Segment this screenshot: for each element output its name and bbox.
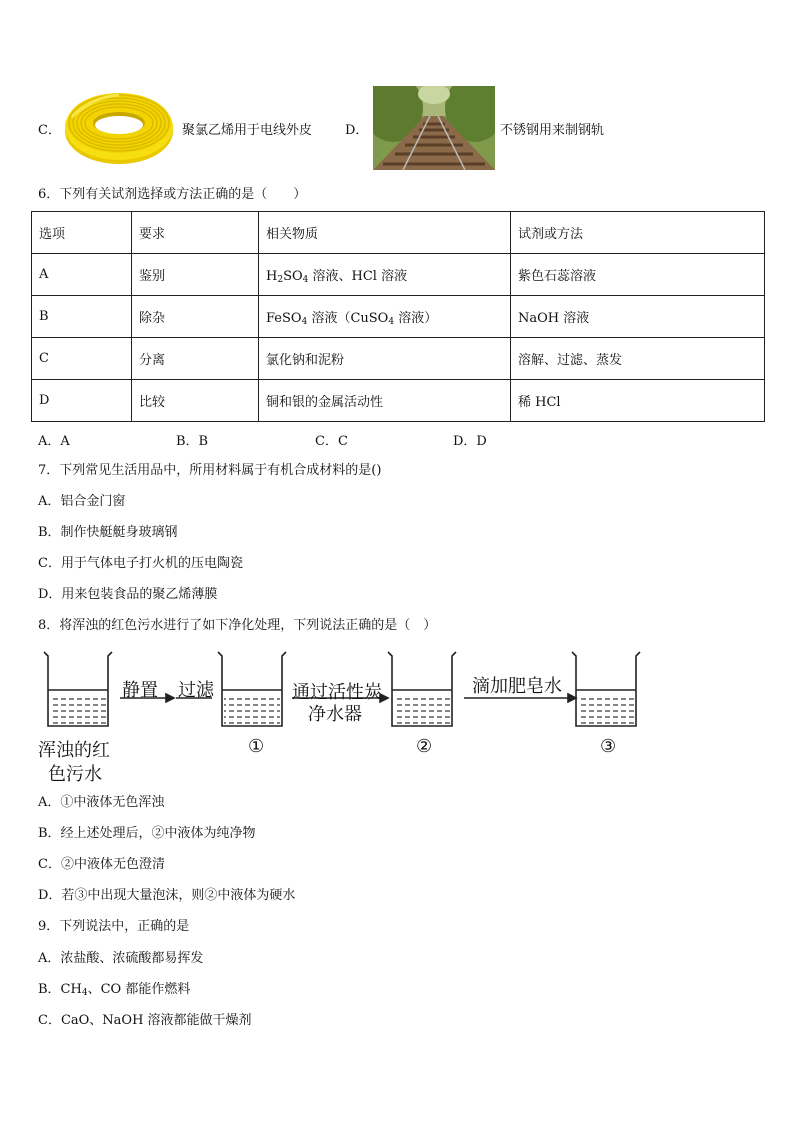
q6-answer-b: B．B [176,434,209,449]
q6-answer-d: D．D [453,434,487,449]
q6-answer-c: C．C [315,434,348,449]
q7-option-b: B．制作快艇艇身玻璃钢 [38,525,178,540]
q7-option-c: C．用于气体电子打火机的压电陶瓷 [38,556,243,571]
q9-stem: 9．下列说法中，正确的是 [38,919,190,934]
option-cell: B [32,296,132,338]
label-settle: 静置 [122,680,158,701]
q8-stem: 8．将浑浊的红色污水进行了如下净化处理，下列说法正确的是（ ） [38,618,437,633]
q7-option-d: D．用来包装食品的聚乙烯薄膜 [38,587,218,602]
label-soap-water: 滴加肥皂水 [472,676,562,697]
beaker-2-number: ② [416,736,433,757]
q9-option-c: C．CaO、NaOH 溶液都能做干燥剂 [38,1013,252,1028]
requirement-cell: 鉴别 [132,254,259,296]
table-header-row [32,212,765,254]
substance-cell: FeSO$_4$ 溶液（CuSO$_4$ 溶液） [259,296,511,338]
substance-cell: $H_2SO_4$ 溶液、HCl 溶液 [259,254,511,296]
q5-option-c-letter: C． [38,123,61,138]
requirement-cell: 分离 [132,338,259,380]
table-row [32,380,765,422]
q8-option-a: A．①中液体无色浑浊 [38,795,165,810]
table-row [32,254,765,296]
q7-option-a: A．铝合金门窗 [38,494,126,509]
q5-option-d-text: 不锈钢用来制钢轨 [500,123,605,138]
q9-option-b: B．$CH_4$、CO 都能作燃料 [38,982,191,998]
table-row [32,338,765,380]
q6-answer-a: A．A [38,434,70,449]
railway-track-image [373,86,495,170]
q5-option-c-text: 聚氯乙烯用于电线外皮 [182,123,313,138]
header-cell: 要求 [132,212,259,254]
q7-stem: 7．下列常见生活用品中，所用材料属于有机合成材料的是() [38,463,382,478]
beaker-1-number: ① [248,736,265,757]
label-filter: 过滤 [178,680,214,701]
option-cell: C [32,338,132,380]
electric-wire-coil-image [62,87,177,169]
reagent-cell: NaOH 溶液 [511,296,765,338]
substance-cell: 铜和银的金属活动性 [259,380,511,422]
header-cell: 相关物质 [259,212,511,254]
requirement-cell: 比较 [132,380,259,422]
label-activated-carbon: 通过活性炭 [292,682,382,703]
substance-cell: 氯化钠和泥粉 [259,338,511,380]
label-water-purifier: 净水器 [308,704,362,725]
q8-option-d: D．若③中出现大量泡沫，则②中液体为硬水 [38,888,296,903]
beaker-3-number: ③ [600,736,617,757]
reagent-cell: 溶解、过滤、蒸发 [511,338,765,380]
table-row [32,296,765,338]
q8-option-b: B．经上述处理后，②中液体为纯净物 [38,826,256,841]
reagent-cell: 紫色石蕊溶液 [511,254,765,296]
label-source-line1: 浑浊的红 [38,740,110,761]
q5-option-d-letter: D． [345,123,369,138]
option-cell: A [32,254,132,296]
q6-table [31,211,765,422]
q6-stem: 6．下列有关试剂选择或方法正确的是（ ） [38,187,307,202]
option-cell: D [32,380,132,422]
header-cell: 选项 [32,212,132,254]
reagent-cell: 稀 HCl [511,380,765,422]
requirement-cell: 除杂 [132,296,259,338]
header-cell: 试剂或方法 [511,212,765,254]
label-source-line2: 色污水 [48,764,102,785]
q8-option-c: C．②中液体无色澄清 [38,857,165,872]
q9-option-a: A．浓盐酸、浓硫酸都易挥发 [38,951,204,966]
